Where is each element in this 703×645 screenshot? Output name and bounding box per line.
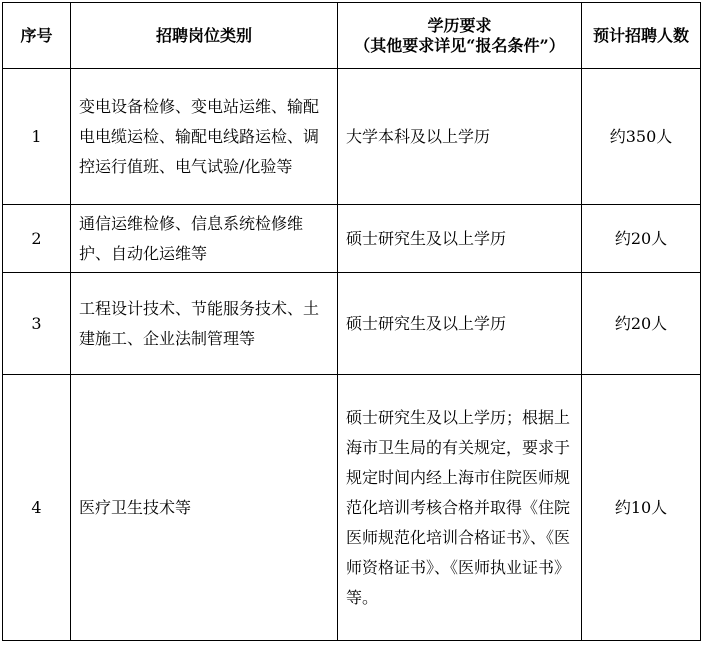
table-row [3, 375, 701, 641]
row-count: 约10人 [582, 375, 701, 641]
row-category: 医疗卫生技术等 [71, 375, 338, 641]
row-no: 4 [3, 375, 71, 641]
row-count: 约20人 [582, 205, 701, 273]
row-education: 大学本科及以上学历 [338, 69, 582, 205]
header-education [338, 3, 582, 69]
header-education-title: 学历要求 [427, 15, 492, 35]
table-row [3, 205, 701, 273]
table-row [3, 273, 701, 375]
row-category: 工程设计技术、节能服务技术、土建施工、企业法制管理等 [71, 273, 338, 375]
row-count: 约20人 [582, 273, 701, 375]
row-category: 通信运维检修、信息系统检修维护、自动化运维等 [71, 205, 338, 273]
table-header-row [3, 3, 701, 69]
row-education: 硕士研究生及以上学历 [338, 205, 582, 273]
header-category: 招聘岗位类别 [71, 3, 338, 69]
row-category: 变电设备检修、变电站运维、输配电电缆运检、输配电线路运检、调控运行值班、电气试验/化验等 [71, 69, 338, 205]
row-no: 1 [3, 69, 71, 205]
header-education-note: （其他要求详见“报名条件”） [354, 35, 565, 55]
recruitment-table [2, 2, 701, 641]
row-count: 约350人 [582, 69, 701, 205]
table-row [3, 69, 701, 205]
header-no: 序号 [3, 3, 71, 69]
row-no: 2 [3, 205, 71, 273]
row-education: 硕士研究生及以上学历 [338, 273, 582, 375]
row-education: 硕士研究生及以上学历；根据上海市卫生局的有关规定，要求于规定时间内经上海市住院医师规范化培训考核合格并取得《住院医师规范化培训合格证书》、《医师资格证书》、《医师执业证书》等。 [338, 375, 582, 641]
header-count: 预计招聘人数 [582, 3, 701, 69]
row-no: 3 [3, 273, 71, 375]
